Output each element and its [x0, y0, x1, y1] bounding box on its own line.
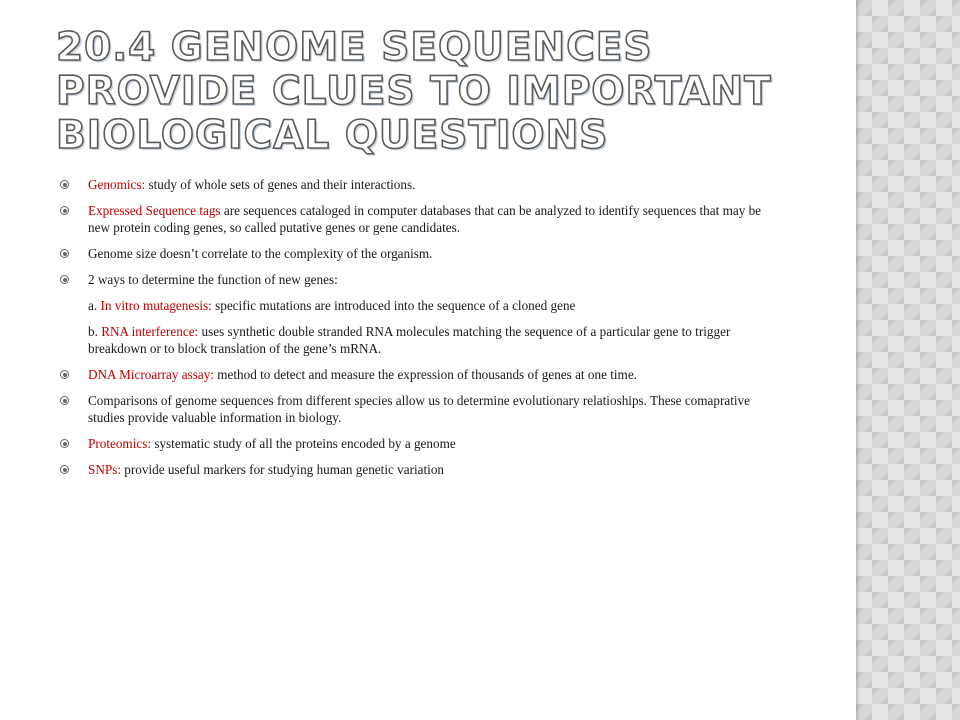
term-label: Expressed Sequence tags — [88, 203, 221, 218]
bullet-expressed-sequence-tags — [60, 202, 780, 236]
sub-item-text: specific mutations are introduced into the sequence of a cloned gene — [211, 298, 576, 313]
sub-item-text: uses synthetic double stranded RNA molecules matching the sequence of a particular gene to trigger breakdown or to block translation of the gene’s mRNA. — [88, 324, 731, 356]
term-label: In vitro mutagenesis: — [100, 298, 212, 313]
bullet-two-ways — [60, 271, 780, 288]
bullet-text: are sequences cataloged in computer databases that can be analyzed to identify sequences that may be new protein coding genes, so called putative genes or gene candidates. — [88, 203, 762, 235]
sub-item-prefix: a. — [88, 298, 101, 313]
term-label: Proteomics: — [88, 436, 152, 451]
slide-content — [60, 176, 780, 487]
term-label: SNPs: — [88, 462, 121, 477]
bullet-icon — [60, 465, 69, 474]
bullet-proteomics — [60, 435, 780, 452]
bullet-icon — [60, 206, 69, 215]
bullet-text: Comparisons of genome sequences from different species allow us to determine evolutionary relatioships. These comaprative studies provide valuable information in biology. — [88, 393, 750, 425]
bullet-text: systematic study of all the proteins encoded by a genome — [151, 436, 456, 451]
bullet-text: Genome size doesn’t correlate to the complexity of the organism. — [88, 246, 433, 261]
bullet-text: study of whole sets of genes and their interactions. — [145, 177, 416, 192]
bullet-icon — [60, 180, 69, 189]
bullet-icon — [60, 275, 69, 284]
sub-item-rna-interference — [60, 323, 780, 357]
term-label: DNA Microarray assay: — [88, 367, 214, 382]
sub-item-in-vitro-mutagenesis — [60, 297, 780, 314]
bullet-text: 2 ways to determine the function of new genes: — [88, 272, 338, 287]
bullet-dna-microarray — [60, 366, 780, 383]
slide-title: 20.4 GENOME SEQUENCES PROVIDE CLUES TO IMPORTANT BIOLOGICAL QUESTIONS — [56, 25, 772, 158]
bullet-genomics — [60, 176, 780, 193]
decorative-side-panel — [856, 0, 960, 720]
bullet-comparisons — [60, 392, 780, 426]
bullet-icon — [60, 249, 69, 258]
sub-item-prefix: b. — [88, 324, 102, 339]
bullet-genome-size — [60, 245, 780, 262]
bullet-snps — [60, 461, 780, 478]
term-label: Genomics: — [88, 177, 146, 192]
bullet-icon — [60, 396, 69, 405]
bullet-icon — [60, 370, 69, 379]
bullet-text: provide useful markers for studying human genetic variation — [121, 462, 445, 477]
bullet-icon — [60, 439, 69, 448]
bullet-text: method to detect and measure the expression of thousands of genes at one time. — [213, 367, 637, 382]
term-label: RNA interference: — [101, 324, 199, 339]
